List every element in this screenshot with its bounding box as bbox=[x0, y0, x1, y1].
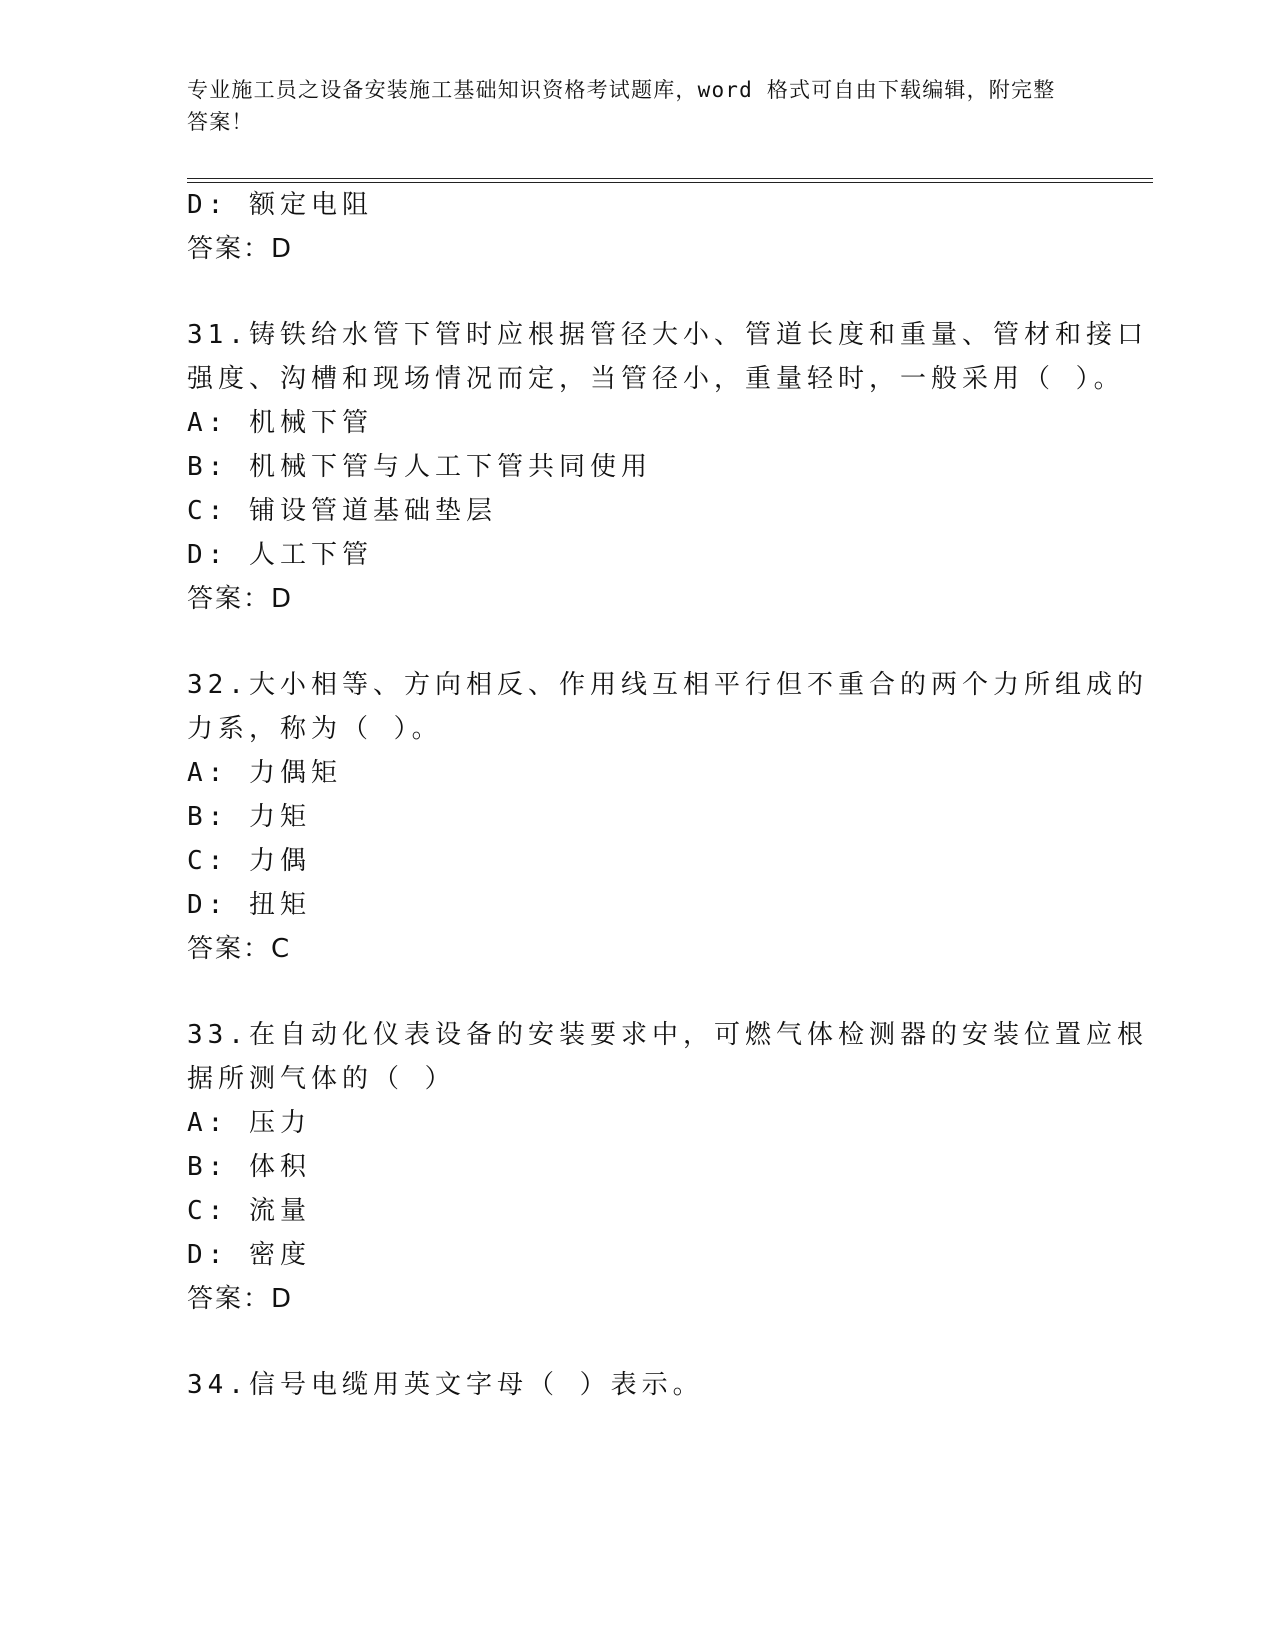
header-divider-bottom bbox=[187, 182, 1153, 183]
question-32-option-b: B: 力矩 bbox=[187, 802, 311, 832]
header-divider-top bbox=[187, 178, 1153, 179]
document-header: 专业施工员之设备安装施工基础知识资格考试题库，word 格式可自由下载编辑，附完整答案！ bbox=[187, 78, 1056, 134]
question-33-stem-line-2: 据所测气体的（ ） bbox=[187, 1064, 456, 1094]
question-31-option-b: B: 机械下管与人工下管共同使用 bbox=[187, 452, 652, 482]
question-31-answer: 答案：D bbox=[187, 584, 294, 614]
question-32-option-a: A: 力偶矩 bbox=[187, 758, 342, 788]
question-33-option-d: D: 密度 bbox=[187, 1240, 311, 1270]
question-34-stem-line-1: 34.信号电缆用英文字母（ ）表示。 bbox=[187, 1370, 704, 1400]
question-33-stem-line-1: 33.在自动化仪表设备的安装要求中，可燃气体检测器的安装位置应根 bbox=[187, 1020, 1148, 1050]
question-33-option-b: B: 体积 bbox=[187, 1152, 311, 1182]
question-32-option-c: C: 力偶 bbox=[187, 846, 311, 876]
question-32-option-d: D: 扭矩 bbox=[187, 890, 311, 920]
question-33-option-c: C: 流量 bbox=[187, 1196, 311, 1226]
prev-question-option-d: D: 额定电阻 bbox=[187, 190, 373, 220]
question-32-stem-line-2: 力系，称为（ ）。 bbox=[187, 714, 443, 744]
question-33-answer: 答案：D bbox=[187, 1284, 294, 1314]
question-31-option-c: C: 铺设管道基础垫层 bbox=[187, 496, 497, 526]
question-31-stem-line-1: 31.铸铁给水管下管时应根据管径大小、管道长度和重量、管材和接口 bbox=[187, 320, 1148, 350]
question-32-stem-line-1: 32.大小相等、方向相反、作用线互相平行但不重合的两个力所组成的 bbox=[187, 670, 1148, 700]
prev-question-answer: 答案：D bbox=[187, 234, 294, 264]
question-31-option-d: D: 人工下管 bbox=[187, 540, 373, 570]
question-31-stem-line-2: 强度、沟槽和现场情况而定，当管径小，重量轻时，一般采用（ ）。 bbox=[187, 364, 1125, 394]
question-33-option-a: A: 压力 bbox=[187, 1108, 311, 1138]
question-31-option-a: A: 机械下管 bbox=[187, 408, 373, 438]
question-32-answer: 答案：C bbox=[187, 934, 292, 964]
